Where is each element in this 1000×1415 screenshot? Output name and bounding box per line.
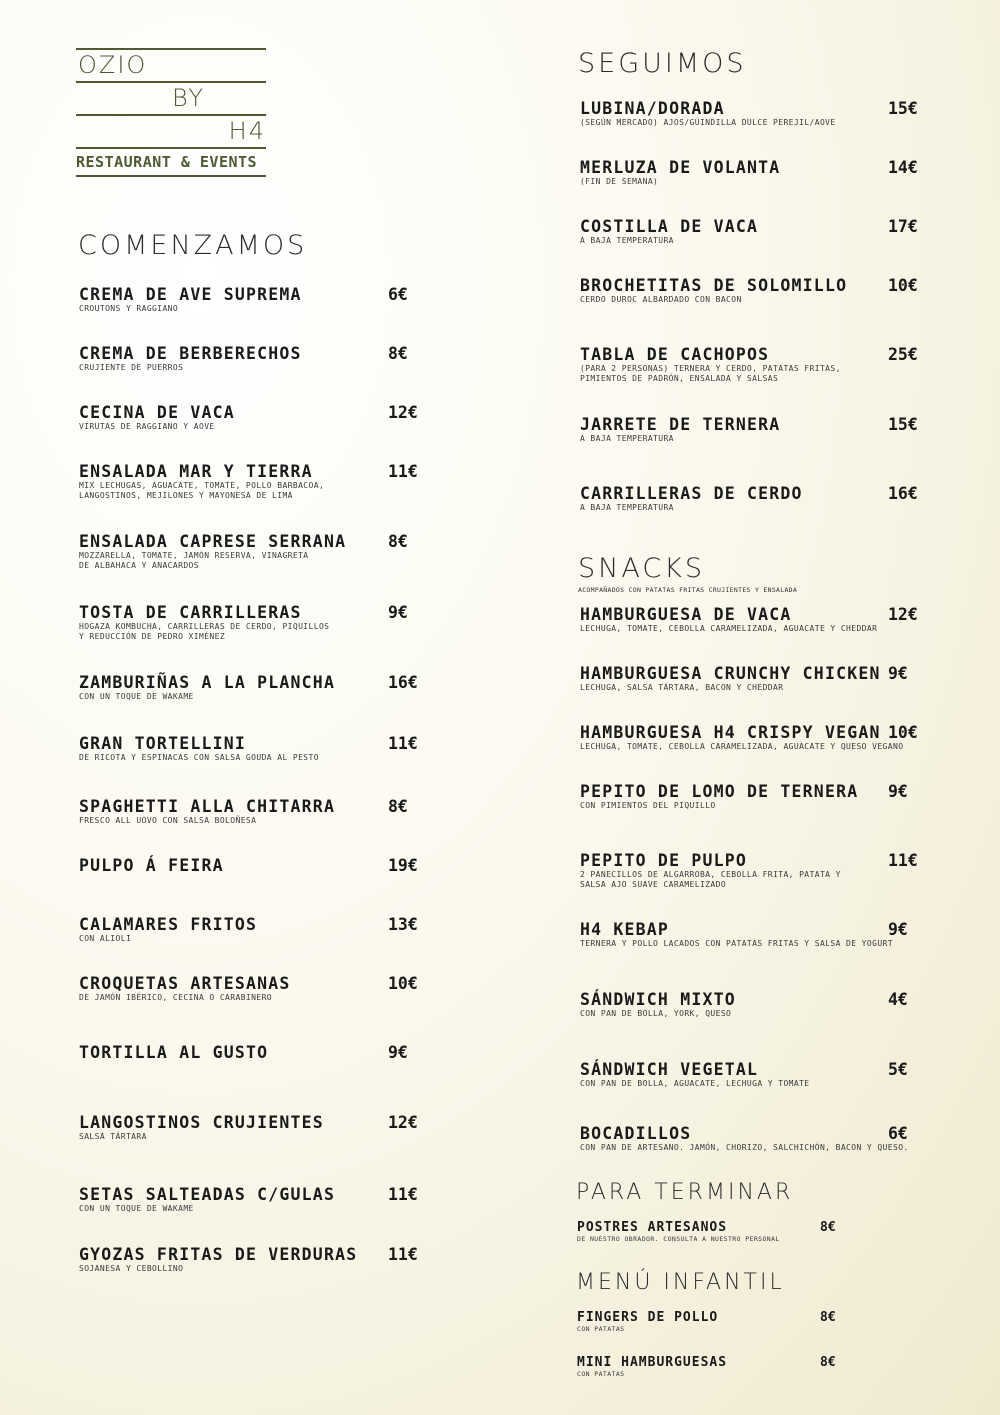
menu-item (580, 159, 948, 187)
menu-item-description: CON UN TOQUE DE WAKAME (79, 1204, 194, 1213)
menu-item-name: MINI HAMBURGUESAS (577, 1355, 728, 1370)
menu-item-price: 12€ (388, 403, 418, 422)
menu-item-name: CREMA DE AVE SUPREMA (79, 285, 302, 304)
menu-item-name: CALAMARES FRITOS (79, 915, 258, 934)
menu-item (580, 485, 948, 513)
menu-item-name: CREMA DE BERBERECHOS (79, 344, 302, 363)
logo-rule (76, 175, 266, 177)
menu-item-price: 9€ (888, 664, 908, 683)
menu-item-description: CON PAN DE BOLLA, AGUACATE, LECHUGA Y TOMATE (580, 1079, 810, 1088)
menu-item (580, 921, 948, 949)
menu-item-name: GYOZAS FRITAS DE VERDURAS (79, 1245, 358, 1264)
menu-item-price: 10€ (888, 723, 918, 742)
menu-item-name: ENSALADA CAPRESE SERRANA (79, 532, 347, 551)
logo-line-h4: H4 (228, 117, 266, 145)
menu-item-price: 11€ (388, 462, 418, 481)
menu-item (79, 533, 448, 571)
menu-item-name: CROQUETAS ARTESANAS (79, 974, 291, 993)
menu-item (580, 852, 948, 890)
menu-item-description: MOZZARELLA, TOMATE, JAMÓN RESERVA, VINAGRETA (79, 551, 309, 560)
menu-item-description: CON ALIOLI (79, 934, 132, 943)
menu-item (577, 1355, 880, 1379)
menu-item (79, 463, 448, 501)
menu-item (580, 1125, 948, 1153)
menu-item-name: CECINA DE VACA (79, 403, 235, 422)
menu-item-price: 8€ (820, 1310, 836, 1325)
menu-item-price: 13€ (388, 915, 418, 934)
menu-item (580, 1061, 948, 1089)
menu-item-description: 2 PANECILLOS DE ALGARROBA, CEBOLLA FRITA, PATATA Y (580, 870, 841, 879)
menu-item-price: 9€ (388, 1043, 408, 1062)
menu-item (580, 665, 948, 693)
menu-item-price: 8€ (820, 1220, 836, 1235)
menu-item-price: 8€ (388, 797, 408, 816)
menu-item-name: CARRILLERAS DE CERDO (580, 484, 803, 503)
menu-item (580, 724, 948, 752)
menu-item-name: LUBINA/DORADA (580, 99, 725, 118)
section-title-para-terminar: PARA TERMINAR (576, 1180, 794, 1205)
menu-item-description: DE JAMÓN IBÉRICO, CECINA O CARABINERO (79, 993, 273, 1002)
menu-item-name: PULPO Á FEIRA (79, 856, 224, 875)
menu-item-name: PEPITO DE LOMO DE TERNERA (580, 782, 859, 801)
menu-item-name: MERLUZA DE VOLANTA (580, 158, 781, 177)
menu-item-description: LECHUGA, SALSA TÁRTARA, BACON Y CHEDDAR (580, 683, 784, 692)
menu-item-name: SÁNDWICH VEGETAL (580, 1060, 759, 1079)
section-title-menu-infantil: MENÚ INFANTIL (576, 1270, 785, 1295)
menu-item-description: CRUJIENTE DE PUERROS (79, 363, 184, 372)
menu-item-description: A BAJA TEMPERATURA (580, 503, 674, 512)
logo-subtitle: RESTAURANT & EVENTS (76, 153, 258, 171)
menu-item (580, 218, 948, 246)
menu-item-price: 10€ (888, 276, 918, 295)
menu-item (580, 346, 948, 384)
menu-item-description: DE NUESTRO OBRADOR. CONSULTA A NUESTRO PERSONAL (577, 1235, 780, 1243)
menu-item-description: LECHUGA, TOMATE, CEBOLLA CARAMELIZADA, AGUACATE Y CHEDDAR (580, 624, 878, 633)
menu-item (79, 735, 448, 763)
menu-item-price: 6€ (388, 285, 408, 304)
menu-item-name: HAMBURGUESA CRUNCHY CHICKEN (580, 664, 881, 683)
menu-item-price: 8€ (388, 532, 408, 551)
menu-item-price: 15€ (888, 99, 918, 118)
menu-item (79, 1044, 448, 1062)
menu-item-name: TOSTA DE CARRILLERAS (79, 603, 302, 622)
menu-item-description: CON PATATAS (577, 1325, 625, 1333)
section-title-snacks: SNACKS (578, 553, 706, 584)
menu-item-description: CON PATATAS (577, 1370, 625, 1378)
menu-item-description: LECHUGA, TOMATE, CEBOLLA CARAMELIZADA, AGUACATE Y QUESO VEGANO (580, 742, 904, 751)
menu-item (79, 674, 448, 702)
menu-item-price: 6€ (888, 1124, 908, 1143)
menu-item-name: TORTILLA AL GUSTO (79, 1043, 269, 1062)
menu-item (79, 345, 448, 373)
menu-item (577, 1220, 880, 1244)
menu-item-price: 10€ (388, 974, 418, 993)
menu-item-description: TERNERA Y POLLO LACADOS CON PATATAS FRITAS Y SALSA DE YOGURT (580, 939, 893, 948)
menu-item-price: 9€ (888, 920, 908, 939)
menu-item-description: SALSA AJO SUAVE CARAMELIZADO (580, 880, 727, 889)
menu-item (580, 783, 948, 811)
menu-item-price: 9€ (388, 603, 408, 622)
section-title-comenzamos: COMENZAMOS (78, 230, 308, 261)
menu-item (580, 991, 948, 1019)
menu-item-price: 12€ (888, 605, 918, 624)
menu-item-description: CON UN TOQUE DE WAKAME (79, 692, 194, 701)
menu-item (580, 606, 948, 634)
logo-line-by: BY (172, 84, 206, 112)
menu-item-name: TABLA DE CACHOPOS (580, 345, 770, 364)
menu-item-name: HAMBURGUESA H4 CRISPY VEGAN (580, 723, 881, 742)
menu-item-description: PIMIENTOS DE PADRÓN, ENSALADA Y SALSAS (580, 374, 779, 383)
menu-item (79, 857, 448, 875)
restaurant-logo (76, 48, 266, 177)
menu-item-name: COSTILLA DE VACA (580, 217, 759, 236)
menu-item-description: (FIN DE SEMANA) (580, 177, 659, 186)
menu-item-name: LANGOSTINOS CRUJIENTES (79, 1113, 324, 1132)
menu-item-description: A BAJA TEMPERATURA (580, 434, 674, 443)
menu-item-description: SALSA TÁRTARA (79, 1132, 147, 1141)
menu-item-name: PEPITO DE PULPO (580, 851, 748, 870)
menu-item-price: 12€ (388, 1113, 418, 1132)
menu-item-description: CON PIMIENTOS DEL PIQUILLO (580, 801, 716, 810)
menu-item-description: A BAJA TEMPERATURA (580, 236, 674, 245)
menu-item-name: BROCHETITAS DE SOLOMILLO (580, 276, 848, 295)
menu-item-description: SOJANESA Y CEBOLLINO (79, 1264, 184, 1273)
menu-item (79, 604, 448, 642)
menu-item-price: 11€ (388, 734, 418, 753)
menu-item (79, 916, 448, 944)
menu-item-description: HOGAZA KOMBUCHA, CARRILLERAS DE CERDO, PIQUILLOS (79, 622, 330, 631)
menu-item (79, 975, 448, 1003)
menu-item (580, 416, 948, 444)
menu-item (79, 1186, 448, 1214)
menu-item-description: Y REDUCCIÓN DE PEDRO XIMÉNEZ (79, 632, 226, 641)
menu-item-price: 11€ (388, 1185, 418, 1204)
menu-item-name: ENSALADA MAR Y TIERRA (79, 462, 313, 481)
menu-item (580, 100, 948, 128)
menu-item-price: 11€ (888, 851, 918, 870)
menu-item-name: SPAGHETTI ALLA CHITARRA (79, 797, 336, 816)
menu-item-description: LANGOSTINOS, MEJILONES Y MAYONESA DE LIMA (79, 491, 293, 500)
menu-item-name: ZAMBURIÑAS A LA PLANCHA (79, 673, 336, 692)
menu-item-price: 9€ (888, 782, 908, 801)
menu-item (580, 277, 948, 305)
menu-item-price: 19€ (388, 856, 418, 875)
menu-item-name: GRAN TORTELLINI (79, 734, 247, 753)
menu-item-description: (SEGÚN MERCADO) AJOS/GUINDILLA DULCE PEREJIL/AOVE (580, 118, 836, 127)
menu-item-description: CON PAN DE ARTESANO. JAMÓN, CHORIZO, SALCHICHÓN, BACON Y QUESO. (580, 1143, 909, 1152)
menu-item (577, 1310, 880, 1334)
menu-item-price: 16€ (888, 484, 918, 503)
menu-item-description: DE RICOTA Y ESPINACAS CON SALSA GOUDA AL PESTO (79, 753, 319, 762)
menu-item (79, 1246, 448, 1274)
menu-item (79, 404, 448, 432)
menu-item (79, 286, 448, 314)
menu-item-name: BOCADILLOS (580, 1124, 692, 1143)
menu-item-name: SÁNDWICH MIXTO (580, 990, 736, 1009)
menu-item (79, 1114, 448, 1142)
menu-item-description: DE ALBAHACA Y ANACARDOS (79, 561, 199, 570)
section-title-seguimos: SEGUIMOS (578, 48, 747, 79)
menu-item-price: 16€ (388, 673, 418, 692)
menu-item-price: 17€ (888, 217, 918, 236)
menu-item-price: 8€ (820, 1355, 836, 1370)
menu-item-description: FRESCO ALL UOVO CON SALSA BOLOÑESA (79, 816, 257, 825)
logo-line-ozio: OZIO (78, 51, 148, 79)
menu-item-name: FINGERS DE POLLO (577, 1310, 719, 1325)
menu-item-price: 8€ (388, 344, 408, 363)
menu-item-description: VIRUTAS DE RAGGIANO Y AOVE (79, 422, 215, 431)
menu-item-price: 14€ (888, 158, 918, 177)
menu-item-description: MIX LECHUGAS, AGUACATE, TOMATE, POLLO BARBACOA, (79, 481, 325, 490)
menu-item (79, 798, 448, 826)
menu-item-price: 15€ (888, 415, 918, 434)
menu-item-description: CROUTONS Y RAGGIANO (79, 304, 179, 313)
menu-item-price: 4€ (888, 990, 908, 1009)
menu-item-description: CON PAN DE BOLLA, YORK, QUESO (580, 1009, 732, 1018)
menu-item-name: H4 KEBAP (580, 920, 670, 939)
menu-item-name: HAMBURGUESA DE VACA (580, 605, 792, 624)
menu-item-description: (PARA 2 PERSONAS) TERNERA Y CERDO, PATATAS FRITAS, (580, 364, 841, 373)
menu-item-name: POSTRES ARTESANOS (577, 1220, 728, 1235)
menu-item-name: SETAS SALTEADAS C/GULAS (79, 1185, 336, 1204)
menu-item-price: 25€ (888, 345, 918, 364)
menu-item-price: 11€ (388, 1245, 418, 1264)
menu-item-description: CERDO DUROC ALBARDADO CON BACON (580, 295, 742, 304)
menu-item-name: JARRETE DE TERNERA (580, 415, 781, 434)
section-subtitle-snacks: ACOMPAÑADOS CON PATATAS FRITAS CRUJIENTES Y ENSALADA (578, 586, 798, 594)
menu-item-price: 5€ (888, 1060, 908, 1079)
